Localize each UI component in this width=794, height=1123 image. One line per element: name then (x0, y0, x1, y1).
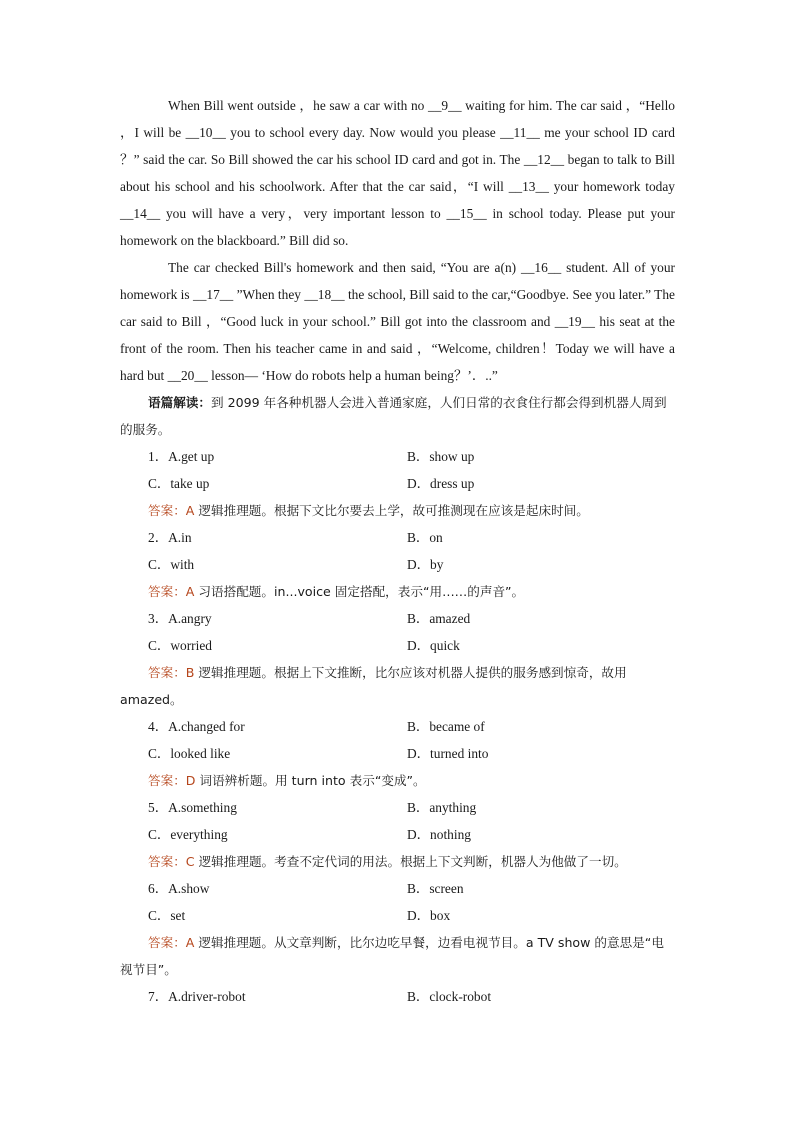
question-7-options-ab (120, 983, 675, 1010)
answer-explanation: 逻辑推理题。根据下文比尔要去上学，故可推测现在应该是起床时间。 (194, 503, 589, 518)
passage-analysis (120, 389, 675, 443)
question-1-answer (120, 497, 675, 524)
question-5-options-ab (120, 794, 675, 821)
answer-tag: 答案：B (148, 665, 195, 680)
question-3-answer (120, 659, 675, 713)
question-1-options-ab (120, 443, 675, 470)
answer-tag: 答案：A (148, 935, 195, 950)
question-2-option-a: 2．A.in (148, 530, 192, 545)
answer-explanation: 习语搭配题。in...voice 固定搭配，表示“用……的声音”。 (194, 584, 525, 599)
passage-paragraph-1: When Bill went outside ，he saw a car with no __9__ waiting for him. The car said ，“Hello ，I will be __10__ you to school every day. Now would you please __11__ me your school ID card ？” said the car. So Bill showed the car his school ID card and got in. The __12__ began to talk to Bill about his school and his schoolwork. After that the car said，“I will __13__ your homework today __14__ you will have a very，very important lesson to __15__ in school today. Please put your homework on the blackboard.” Bill did so. (120, 98, 675, 248)
question-6-option-d: D．box (407, 908, 451, 923)
question-4-option-a: 4．A.changed for (148, 719, 245, 734)
question-4-options-cd (120, 740, 675, 767)
analysis-text: 到 2099 年各种机器人会进入普通家庭，人们日常的衣食住行都会得到机器人周到的服务。 (120, 395, 667, 437)
question-3-option-b: B．amazed (407, 611, 471, 626)
question-1-options-cd (120, 470, 675, 497)
question-2-option-c: C．with (148, 557, 195, 572)
document-page (120, 92, 675, 1010)
question-5-option-c: C．everything (148, 827, 228, 842)
answer-explanation: 逻辑推理题。从文章判断，比尔边吃早餐，边看电视节目。a TV show 的意思是“电视节目”。 (120, 935, 664, 977)
answer-explanation: 逻辑推理题。根据上下文推断，比尔应该对机器人提供的服务感到惊奇，故用 amazed。 (120, 665, 627, 707)
question-3-option-d: D．quick (407, 638, 460, 653)
question-5-answer (120, 848, 675, 875)
question-2-options-cd (120, 551, 675, 578)
question-5-option-d: D．nothing (407, 827, 471, 842)
question-2-option-d: D．by (407, 557, 444, 572)
question-6-option-b: B．screen (407, 881, 464, 896)
answer-explanation: 逻辑推理题。考查不定代词的用法。根据上下文判断，机器人为他做了一切。 (194, 854, 627, 869)
answer-tag: 答案：C (148, 854, 195, 869)
answer-tag: 答案：D (148, 773, 196, 788)
question-1-option-d: D．dress up (407, 476, 475, 491)
question-3-options-ab (120, 605, 675, 632)
question-4-options-ab (120, 713, 675, 740)
question-5-option-b: B．anything (407, 800, 477, 815)
question-3-option-a: 3．A.angry (148, 611, 212, 626)
answer-tag: 答案：A (148, 503, 195, 518)
answer-tag: 答案：A (148, 584, 195, 599)
answer-explanation: 词语辨析题。用 turn into 表示“变成”。 (195, 773, 426, 788)
question-7-option-b: B．clock-robot (407, 989, 492, 1004)
question-5-options-cd (120, 821, 675, 848)
question-2-answer (120, 578, 675, 605)
question-6-option-a: 6．A.show (148, 881, 210, 896)
question-7-option-a: 7．A.driver-robot (148, 989, 246, 1004)
question-1-option-a: 1．A.get up (148, 449, 215, 464)
question-4-answer (120, 767, 675, 794)
question-2-option-b: B．on (407, 530, 443, 545)
question-3-options-cd (120, 632, 675, 659)
question-4-option-b: B．became of (407, 719, 485, 734)
passage-paragraph-2: The car checked Bill's homework and then said, “You are a(n) __16__ student. All of your homework is __17__ ”When they __18__ the school, Bill said to the car,“Goodbye. See you later.” The car said to Bill ，“Good luck in your school.” Bill got into the classroom and __19__ his seat at the front of the room. Then his teacher came in and said ，“Welcome, children！Today we will have a hard but __20__ lesson— ‘How do robots help a human being？’．..” (120, 260, 675, 383)
analysis-label: 语篇解读： (148, 395, 211, 410)
question-6-options-ab (120, 875, 675, 902)
question-1-option-b: B．show up (407, 449, 475, 464)
question-4-option-d: D．turned into (407, 746, 489, 761)
question-6-options-cd (120, 902, 675, 929)
question-4-option-c: C．looked like (148, 746, 231, 761)
question-2-options-ab (120, 524, 675, 551)
question-3-option-c: C．worried (148, 638, 212, 653)
question-5-option-a: 5．A.something (148, 800, 237, 815)
question-6-answer (120, 929, 675, 983)
question-6-option-c: C．set (148, 908, 186, 923)
question-1-option-c: C．take up (148, 476, 210, 491)
